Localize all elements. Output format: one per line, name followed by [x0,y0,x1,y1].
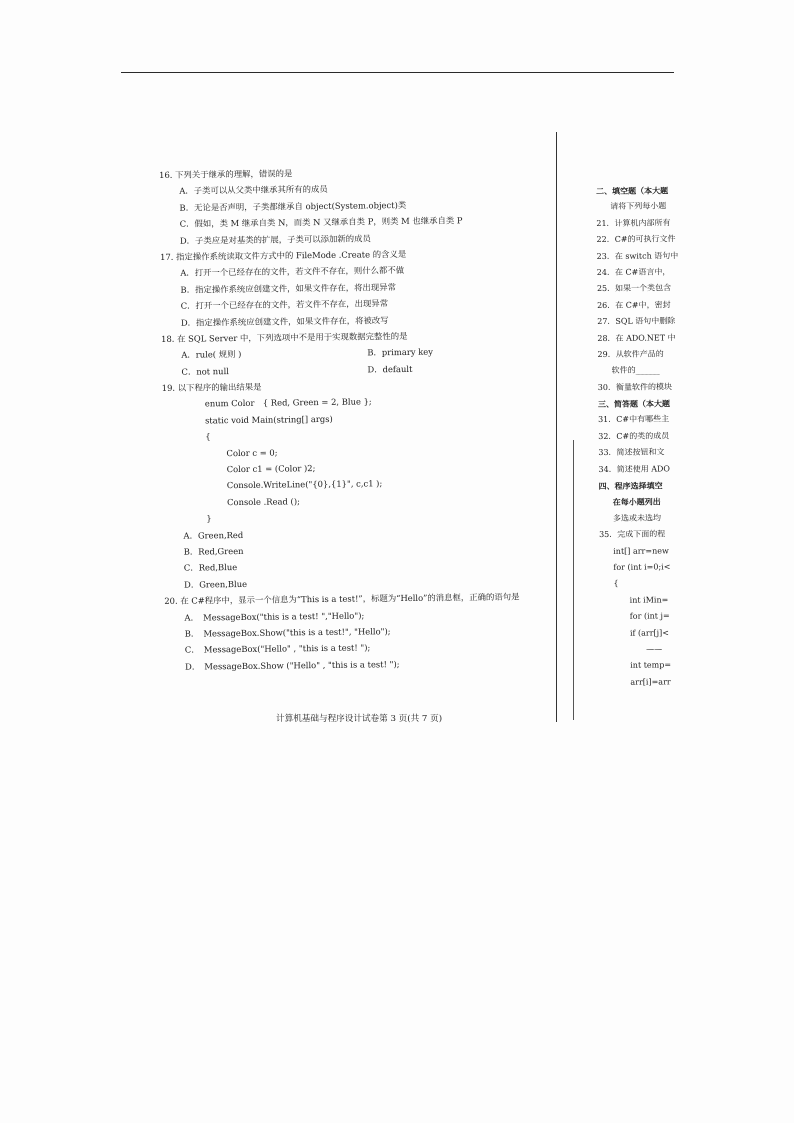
question-30: 30．衡量软件的模块 [597,382,673,392]
q19-code-line: static void Main(string[] args) [205,413,333,426]
question-28: 28．在 ADO.NET 中 [597,332,676,343]
left-column [155,162,561,675]
question-19-stem: 19. 以下程序的输出结果是 [161,381,262,394]
q17-option-a: A．打开一个已经存在的文件，若文件不存在，则什么都不做 [180,265,405,279]
q20-option-d: D． MessageBox.Show ("Hello" , "this is a test! "); [185,658,400,672]
question-16-stem: 16. 下列关于继承的理解，错误的是 [159,168,293,180]
q19-option-d: D．Green,Blue [184,578,248,590]
q19-option-b: B．Red,Green [183,545,244,557]
question-29: 29．从软件产品的 [597,349,664,359]
section-2-instruction: 请将下列每小题 [610,201,667,212]
question-23: 23．在 switch 语句中 [596,250,679,261]
q20-option-b: B． MessageBox.Show("this is a test!", "Hello"); [184,626,391,639]
q35-blank-line: —— [646,644,663,654]
q19-code-line: Color c = 0; [226,447,278,458]
question-33: 33．简述按钮和文 [598,447,665,458]
section-2-heading: 二、填空题（本大题 [596,185,669,196]
question-22: 22．C#的可执行文件 [596,234,676,245]
q35-code-line: { [613,579,619,589]
question-17-stem: 17. 指定操作系统读取文件方式中的 FileMode .Create 的含义是 [160,248,407,262]
question-18-stem: 18. 在 SQL Server 中，下列选项中不是用于实现数据完整性的是 [161,330,408,344]
q19-code-line: enum Color { Red, Green = 2, Blue }; [204,396,372,409]
q18-option-b: B．primary key [367,346,434,358]
q35-code-line: int iMin= [629,595,669,605]
section-3-heading: 三、简答题（本大题 [597,398,670,410]
q20-option-c: C． MessageBox("Hello" , "this is a test! "); [184,642,371,655]
section-4-heading: 四、程序选择填空 [598,480,663,492]
q17-option-c: C．打开一个已经存在的文件，若文件不存在，出现异常 [180,298,389,311]
q20-option-a: A． MessageBox("this is a test! ","Hello"); [184,610,365,623]
q19-code-line: { [205,431,211,442]
question-21: 21．计算机内部所有 [596,218,671,228]
q18-option-c: C．not null [181,365,229,377]
q16-option-d: D．子类应是对基类的扩展，子类可以添加新的成员 [179,232,371,246]
q35-code-line: arr[i]=arr [630,677,671,687]
q35-code-line: for (int j= [629,611,670,621]
q19-code-line: Console.WriteLine("{0},{1}", c,c1 ); [226,478,383,491]
q16-option-a: A．子类可以从父类中继承其所有的成员 [179,184,328,197]
section-4-instruction-2: 多选或未选均 [612,513,661,523]
question-27: 27．SQL 语句中删除 [597,316,676,327]
question-34: 34．简述使用 ADO [598,464,671,474]
q19-option-a: A．Green,Red [183,529,244,541]
q18-option-a: A．rule( 规则 ) [181,349,242,360]
question-24: 24．在 C#语言中， [596,267,671,277]
q35-code-line: if (arr[j]< [629,627,669,638]
q19-code-line: } [206,513,212,524]
q19-option-c: C．Red,Blue [183,562,238,574]
q17-option-b: B．指定操作系统应创建文件，如果文件存在，将出现异常 [180,281,397,295]
right-column-cropped [596,182,720,691]
q18-option-d: D．default [367,363,413,375]
question-29-continued: 软件的______ [611,365,660,376]
q17-option-d: D．指定操作系统应创建文件，如果文件存在，将被改写 [180,314,389,328]
q35-code-line: int temp= [630,660,672,671]
q35-code-line: int[] arr=new [613,545,669,556]
header-rule [121,72,674,73]
q35-code-line: for (int i=0;i< [613,562,671,572]
question-32: 32．C#的类的成员 [598,431,670,441]
question-25: 25．如果一个类包含 [596,283,672,294]
q19-code-line: Console .Read (); [227,496,300,507]
column-divider-secondary [573,440,574,720]
question-35: 35．完成下面的程 [599,529,666,540]
q16-option-c: C．假如，类 M 继承自类 N，而类 N 又继承自类 P，则类 M 也继承自类 P [179,215,463,229]
q19-code-line: Color c1 = (Color )2; [226,463,316,475]
page-footer: 计算机基础与程序设计试卷第 3 页(共 7 页) [276,714,443,724]
question-20-stem: 20. 在 C#程序中，显示一个信息为“This is a test!”，标题为“Hello”的消息框，正确的语句是 [164,591,520,607]
question-31: 31．C#中有哪些主 [598,414,670,425]
question-26: 26．在 C#中，密封 [597,300,671,310]
q16-option-b: B．无论是否声明，子类都继承自 object(System.object)类 [179,199,407,213]
section-4-instruction: 在每小题列出 [612,496,661,508]
